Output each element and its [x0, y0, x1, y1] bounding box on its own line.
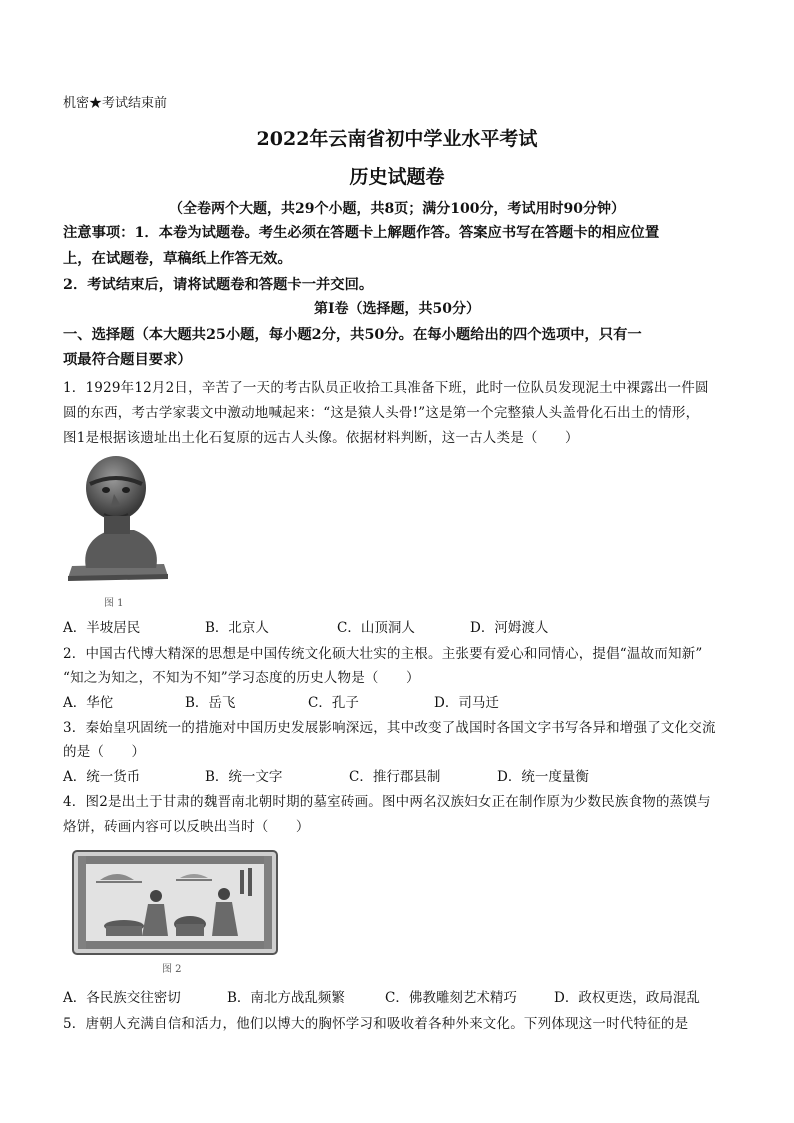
- q3-option-d: D．统一度量衡: [497, 769, 589, 785]
- q3-option-a: A．统一货币: [63, 769, 141, 785]
- confidential-label: 机密★考试结束前: [63, 96, 168, 111]
- part1-heading: 第Ⅰ卷（选择题，共50分）: [313, 301, 481, 317]
- paper-subtitle: 历史试题卷: [349, 166, 445, 188]
- notes-line-3: 2．考试结束后，请将试题卷和答题卡一并交回。: [63, 277, 374, 293]
- q4-stem-line-2: 烙饼，砖画内容可以反映出当时（ ）: [63, 819, 310, 835]
- q5-stem-line-1: 5．唐朝人充满自信和活力，他们以博大的胸怀学习和吸收着各种外来文化。下列体现这一时代特征的是: [63, 1016, 689, 1032]
- notes-line-1: 注意事项：1．本卷为试题卷。考生必须在答题卡上解题作答。答案应书写在答题卡的相应位置: [63, 225, 660, 241]
- q2-option-a: A．华佗: [63, 695, 114, 711]
- q1-option-b: B．北京人: [205, 620, 269, 636]
- exam-title: 2022年云南省初中学业水平考试: [256, 128, 538, 150]
- q2-option-c: C．孔子: [308, 695, 359, 711]
- q1-option-a: A．半坡居民: [63, 620, 141, 636]
- q1-stem-line-3: 图1是根据该遗址出土化石复原的远古人头像。依据材料判断，这一古人类是（ ）: [63, 430, 579, 446]
- figure-2-caption: 图 2: [162, 964, 182, 975]
- q3-stem-line-1: 3．秦始皇巩固统一的措施对中国历史发展影响深远，其中改变了战国时各国文字书写各异和增强了文化交流: [63, 720, 716, 736]
- q1-option-c: C．山顶洞人: [337, 620, 415, 636]
- q4-option-a: A．各民族交往密切: [63, 990, 181, 1006]
- q1-stem-line-1: 1．1929年12月2日，辛苦了一天的考古队员正收拾工具准备下班，此时一位队员发现泥土中裸露出一件圆: [63, 380, 709, 396]
- q3-option-c: C．推行郡县制: [349, 769, 441, 785]
- figure-2-brick-painting-image: [72, 850, 278, 955]
- figure-1-caption: 图 1: [104, 598, 124, 609]
- section-instructions-line-2: 项最符合题目要求）: [63, 352, 192, 368]
- section-instructions-line-1: 一、选择题（本大题共25小题，每小题2分，共50分。在每小题给出的四个选项中，只有一: [63, 327, 642, 343]
- notes-line-2: 上，在试题卷，草稿纸上作答无效。: [63, 251, 292, 267]
- q2-option-d: D．司马迁: [434, 695, 499, 711]
- q4-stem-line-1: 4．图2是出土于甘肃的魏晋南北朝时期的墓室砖画。图中两名汉族妇女正在制作原为少数民族食物的蒸馍与: [63, 794, 711, 810]
- q4-option-b: B．南北方战乱频繁: [227, 990, 345, 1006]
- q2-stem-line-1: 2．中国古代博大精深的思想是中国传统文化硕大壮实的主根。主张要有爱心和同情心，提倡“温故而知新”: [63, 646, 703, 662]
- q2-option-b: B．岳飞: [185, 695, 236, 711]
- q3-stem-line-2: 的是（ ）: [63, 744, 146, 760]
- q3-option-b: B．统一文字: [205, 769, 283, 785]
- exam-scope: （全卷两个大题，共29个小题，共8页；满分100分，考试用时90分钟）: [169, 201, 625, 217]
- figure-1-bust-image: [64, 448, 174, 583]
- q4-option-d: D．政权更迭，政局混乱: [554, 990, 700, 1006]
- q2-stem-line-2: “知之为知之，不知为不知”学习态度的历史人物是（ ）: [63, 670, 420, 686]
- q1-option-d: D．河姆渡人: [470, 620, 549, 636]
- q1-stem-line-2: 圆的东西，考古学家裴文中激动地喊起来：“这是猿人头骨!”这是第一个完整猿人头盖骨化石出土的情形，: [63, 405, 700, 421]
- q4-option-c: C．佛教雕刻艺术精巧: [385, 990, 517, 1006]
